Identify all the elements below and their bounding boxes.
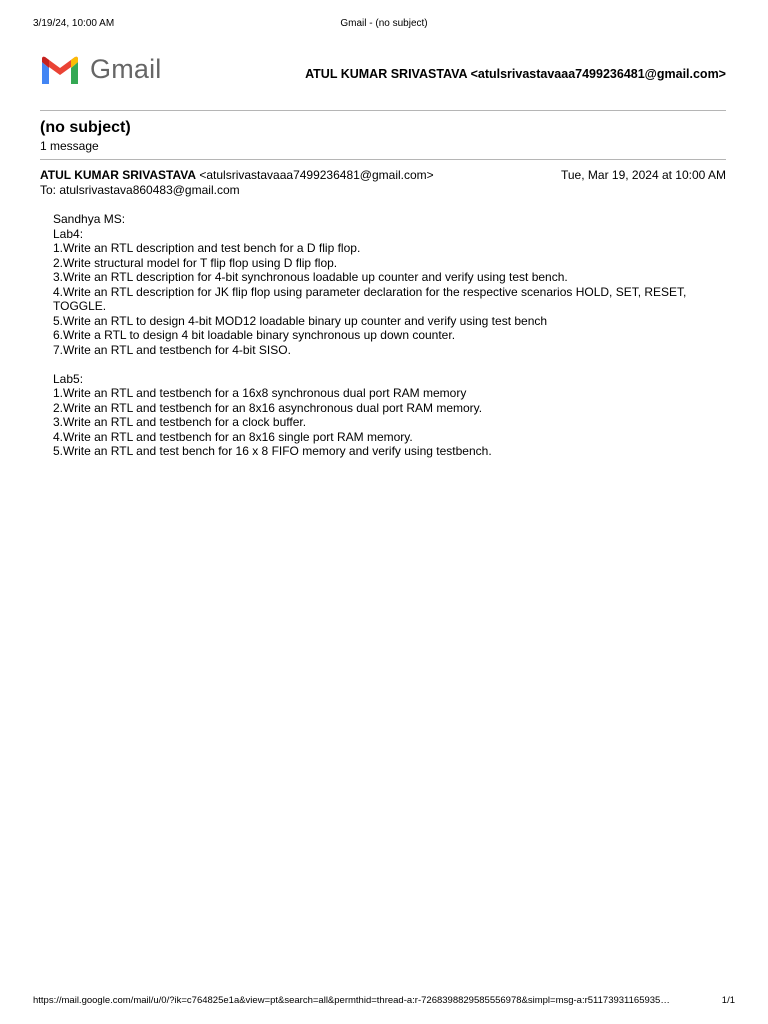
body-line: 4.Write an RTL and testbench for an 8x16 single port RAM memory. (53, 429, 413, 444)
print-title: Gmail - (no subject) (340, 18, 428, 29)
body-line: 3.Write an RTL and testbench for a clock buffer. (53, 415, 307, 429)
print-datetime: 3/19/24, 10:00 AM (33, 18, 115, 29)
sender-name: ATUL KUMAR SRIVASTAVA (40, 168, 196, 182)
body-line: 7.Write an RTL and testbench for 4-bit SISO. (53, 342, 291, 357)
body-line: 1.Write an RTL description and test bench for a D flip flop. (53, 241, 361, 255)
body-line: 6.Write a RTL to design 4 bit loadable binary synchronous up down counter. (53, 328, 456, 342)
body-line: Lab4: (53, 226, 84, 241)
page-url: https://mail.google.com/mail/u/0/?ik=c764825e1a&view=pt&search=all&permthid=thread-a:r-7268398829585556978&simpl=msg-a:r51173931165935… (33, 995, 670, 1006)
account-label: ATUL KUMAR SRIVASTAVA <atulsrivastavaaa7499236481@gmail.com> (305, 67, 726, 81)
divider (40, 159, 726, 160)
print-header (33, 18, 735, 32)
message-count: 1 message (40, 139, 99, 153)
body-blank-line (53, 357, 713, 372)
body-line: 1.Write an RTL and testbench for a 16x8 synchronous dual port RAM memory (53, 386, 467, 400)
message-date: Tue, Mar 19, 2024 at 10:00 AM (561, 168, 726, 182)
sender-email: <atulsrivastavaaa7499236481@gmail.com> (199, 168, 434, 182)
page-number: 1/1 (721, 995, 735, 1006)
brand-row (40, 52, 726, 96)
body-line: 4.Write an RTL description for JK flip flop using parameter declaration for the respective scenarios HOLD, SET, RESET, (53, 284, 687, 299)
body-line: 5.Write an RTL to design 4-bit MOD12 loadable binary up counter and verify using test bench (53, 313, 548, 328)
body-line: 3.Write an RTL description for 4-bit synchronous loadable up counter and verify using test bench. (53, 270, 568, 284)
body-line: 2.Write an RTL and testbench for an 8x16 asynchronous dual port RAM memory. (53, 400, 483, 415)
body-line: TOGGLE. (53, 299, 107, 313)
body-line: Sandhya MS: (53, 212, 126, 226)
body-line: Lab5: (53, 371, 84, 386)
gmail-logo-icon (40, 56, 80, 86)
divider (40, 110, 726, 111)
thread-subject: (no subject) (40, 119, 131, 136)
body-line: 5.Write an RTL and test bench for 16 x 8 FIFO memory and verify using testbench. (53, 444, 492, 458)
print-footer (33, 995, 735, 1009)
gmail-wordmark: Gmail (90, 54, 162, 84)
recipient: To: atulsrivastava860483@gmail.com (40, 183, 240, 197)
message-header (40, 168, 726, 197)
message-body (53, 212, 713, 459)
body-line: 2.Write structural model for T flip flop using D flip flop. (53, 255, 338, 270)
